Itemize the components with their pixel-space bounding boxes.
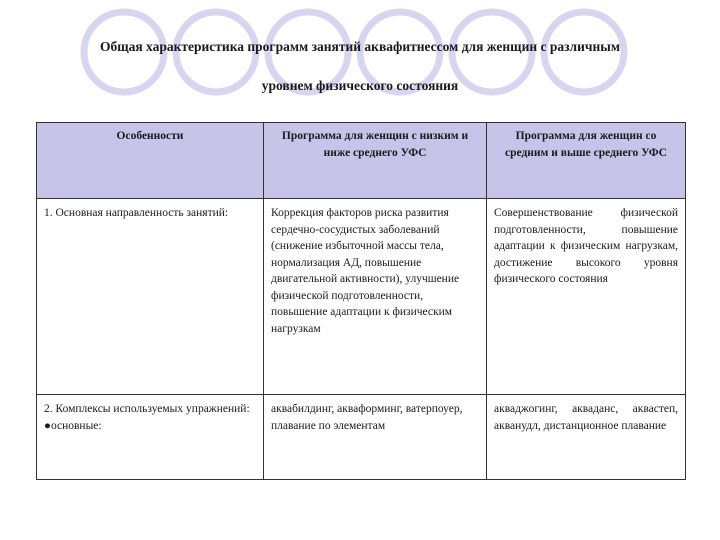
- header-high-program: Программа для женщин со средним и выше среднего УФС: [487, 123, 686, 199]
- row-feature-text: 2. Комплексы используемых упражнений:: [44, 403, 250, 415]
- table-row: [37, 395, 686, 480]
- decorative-circles: [0, 0, 720, 130]
- row-high-value: Совершенствование физической подготовленности, повышение адаптации к физическим нагрузкам, достижение высокого уровня физического состояния: [487, 199, 686, 395]
- page-title-line-2: уровнем физического состояния: [261, 78, 459, 93]
- row-low-value: Коррекция факторов риска развития сердечно-сосудистых заболеваний (снижение избыточной массы тела, нормализация АД, повышение двигательной активности), улучшение физической подготовленности, повышение адаптации к физическим нагрузкам: [264, 199, 487, 395]
- row-high-value: акваджогинг, акваданс, аквастеп, акванудл, дистанционное плавание: [487, 395, 686, 480]
- header-low-program: Программа для женщин с низким и ниже среднего УФС: [264, 123, 487, 199]
- table-row: [37, 199, 686, 395]
- header-features: Особенности: [37, 123, 264, 199]
- comparison-table: [36, 122, 686, 480]
- row-low-value: аквабилдинг, акваформинг, ватерпоуер, плавание по элементам: [264, 395, 487, 480]
- row-feature: 1. Основная направленность занятий:: [37, 199, 264, 395]
- table-header-row: [37, 123, 686, 199]
- row-feature-subtext: ●основные:: [44, 419, 102, 432]
- row-feature: [37, 395, 264, 480]
- page-title-line-1: Общая характеристика программ занятий аквафитнессом для женщин с различным: [99, 39, 621, 54]
